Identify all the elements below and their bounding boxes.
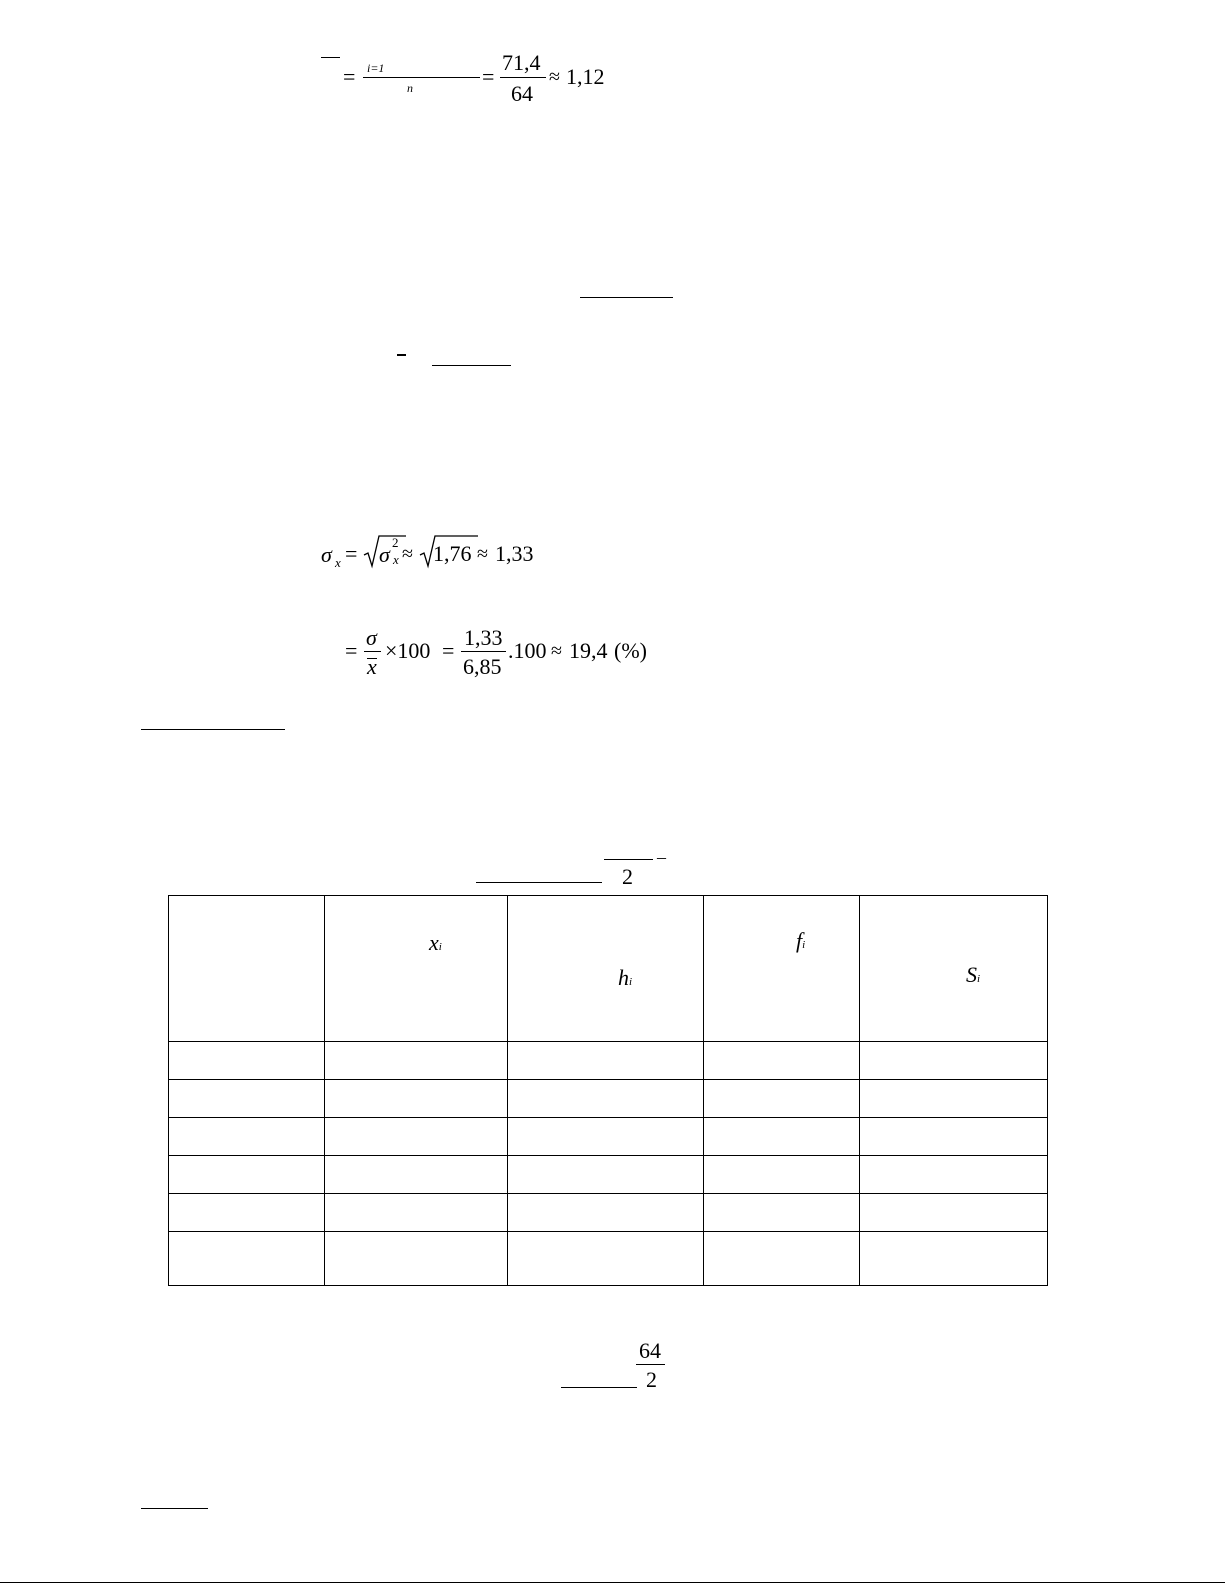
rule-line: [432, 365, 511, 366]
table-header-cell: [860, 896, 1048, 1042]
fraction-bar: [363, 77, 480, 78]
fraction-bar: [364, 651, 381, 652]
rule-line: [476, 882, 602, 883]
numerator: 71,4: [502, 50, 541, 75]
fraction-numerator: 64: [639, 1338, 661, 1363]
sigma-symbol: σ: [321, 542, 332, 567]
superscript-2: 2: [392, 535, 399, 550]
equals-sign-2: =: [442, 638, 455, 663]
subscript-x: x: [335, 555, 341, 570]
sum-lower-index: i=1: [367, 61, 385, 75]
equals-sign-2: =: [482, 64, 495, 89]
section-heading-underline: [141, 729, 285, 730]
overline-short: [397, 354, 406, 356]
table-row: [169, 1118, 1048, 1156]
header-symbol-f: fi: [796, 928, 806, 953]
table-header-cell: [704, 896, 860, 1042]
approx-sign: ≈: [551, 640, 562, 662]
rule-line: [580, 297, 673, 298]
approx-sign: ≈: [402, 543, 413, 565]
table-row: [169, 1080, 1048, 1118]
overline-bar: [321, 57, 340, 58]
approx-sign-2: ≈: [477, 543, 488, 565]
numerator: 1,33: [464, 625, 503, 650]
approx-sign: ≈: [549, 66, 560, 88]
fraction-bar: [636, 1364, 665, 1365]
page-bottom-border: [0, 1582, 1225, 1583]
result-value: 1,33: [495, 541, 534, 566]
table-row: [169, 1194, 1048, 1232]
equals-sign: =: [345, 541, 358, 566]
frac-numerator-sigma: σ: [366, 625, 377, 650]
fraction-bar-2: [500, 77, 546, 78]
table-header-cell: [325, 896, 508, 1042]
equals-sign: =: [345, 638, 358, 663]
denominator-n: n: [407, 81, 413, 95]
result-value: 1,12: [566, 64, 605, 89]
fraction-bar-2: [461, 651, 506, 652]
table-row: [169, 1232, 1048, 1286]
sigma-inner: σ: [379, 542, 390, 567]
table-header-cell: [508, 896, 704, 1042]
denominator: 6,85: [463, 654, 502, 679]
header-symbol-s: Si: [966, 962, 981, 987]
section-heading-underline: [141, 1508, 208, 1509]
frac-denominator-x: x: [367, 654, 377, 679]
frequency-table: [168, 895, 1048, 1286]
times-part: .100: [508, 638, 547, 663]
subscript-x-inner: x: [393, 552, 399, 567]
table-header-row: [169, 896, 1048, 1042]
table-row: [169, 1042, 1048, 1080]
denominator-2: 2: [622, 864, 633, 889]
header-symbol-x: xi: [429, 930, 442, 955]
rule-line: [561, 1387, 637, 1388]
result-value: 19,4: [569, 638, 608, 663]
table-row: [169, 1156, 1048, 1194]
equals-sign: =: [343, 64, 356, 89]
header-symbol-h: hi: [618, 965, 633, 990]
denominator: 64: [511, 81, 533, 106]
times-100: ×100: [385, 638, 431, 663]
minus-sign: –: [657, 847, 666, 867]
table-header-cell: [169, 896, 325, 1042]
percent-unit: (%): [614, 638, 647, 663]
fraction-denominator: 2: [646, 1367, 657, 1392]
overline-bar: [604, 859, 653, 860]
sqrt-value: 1,76: [433, 541, 472, 566]
